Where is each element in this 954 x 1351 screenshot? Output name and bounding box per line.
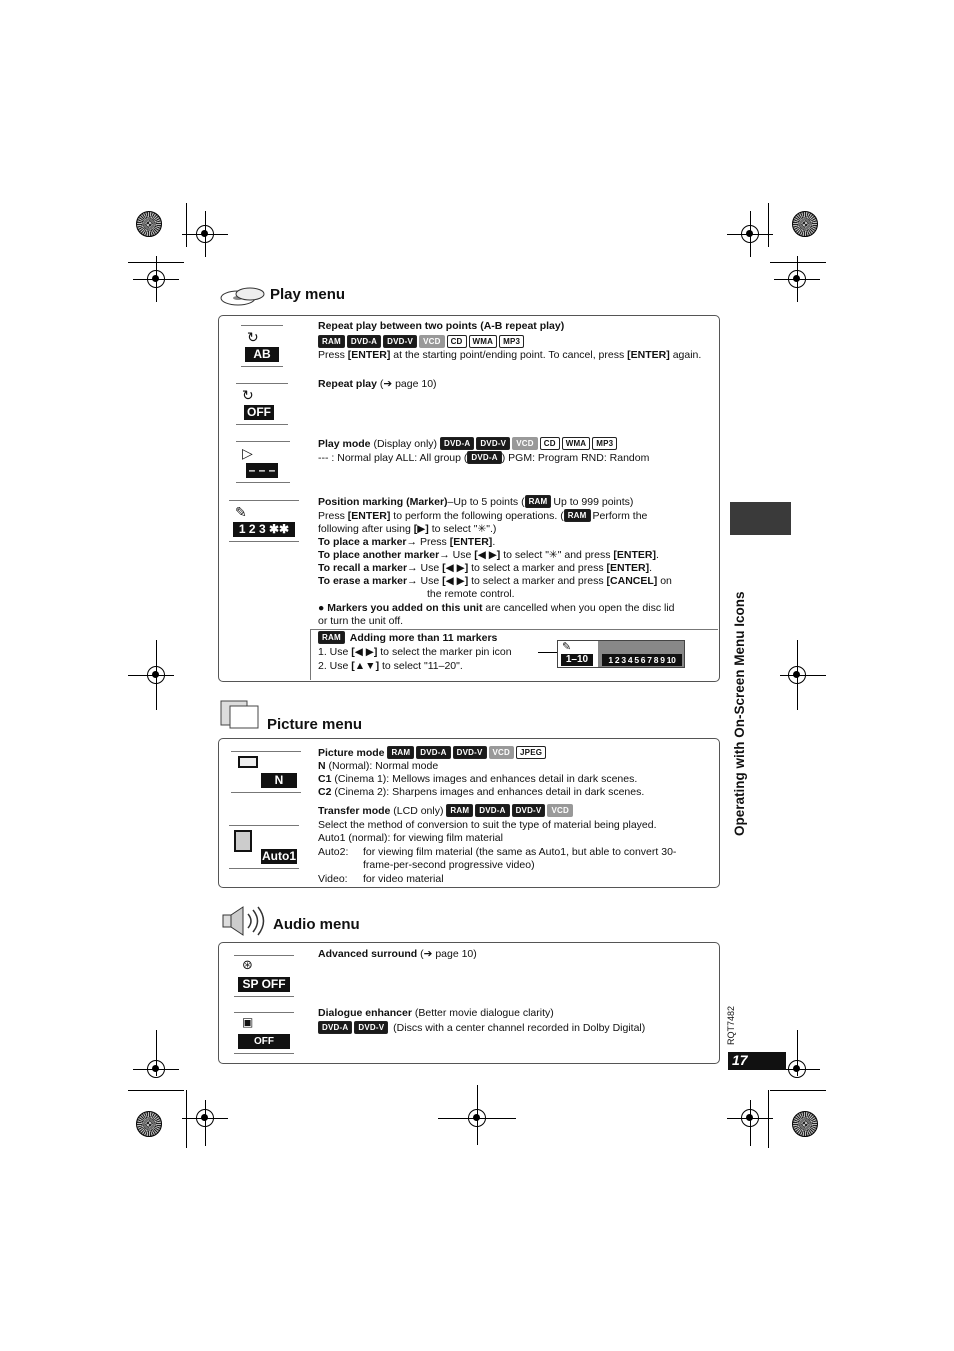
transfer-mode-tile: Auto1 — [229, 825, 299, 869]
registration-disc-icon — [792, 211, 818, 237]
doc-code: RQT7482 — [726, 1005, 736, 1045]
play-menu-title: Play menu — [270, 286, 346, 303]
ab-repeat-heading: Repeat play between two points (A-B repeat play) — [318, 320, 565, 332]
marker-bar-illustration: ✎ 1–10 1 2 3 4 5 6 7 8 9 10 — [557, 640, 685, 668]
surround-icon: ⊛ — [242, 958, 253, 973]
surround-section: Advanced surround (➔ page 10) — [318, 948, 477, 960]
transfer-mode-icon — [234, 830, 252, 852]
picture-mode-icon — [238, 756, 258, 768]
page-number: 17 — [728, 1052, 786, 1070]
picture-mode-tile: N — [231, 751, 301, 793]
marker-tile: ✎ 1 2 3 ✱✱ — [229, 500, 299, 542]
repeat-off-tile: ↻ OFF — [236, 383, 288, 425]
side-tab-title: Operating with On-Screen Menu Icons — [732, 591, 747, 836]
adding-markers-section: RAM Adding more than 11 markers 1. Use [◀ ▶] to select the marker pin icon 2. Use [▲▼] to select "11–20". — [318, 632, 512, 672]
divider — [310, 629, 311, 680]
dialogue-icon: ▣ — [242, 1015, 254, 1029]
registration-disc-icon — [792, 1111, 818, 1137]
transfer-mode-section: Transfer mode (LCD only) RAM DVD-A DVD-V VCD Select the method of conversion to suit the type of material being played. Auto1 (normal): for viewing film material Auto2: for viewing film material (the same as Auto1, but able to convert 30- frame-per-second progressive video) Video: for video material — [318, 805, 677, 885]
section-tab — [730, 502, 791, 535]
play-menu-disc-icon — [220, 286, 266, 308]
audio-menu-speaker-icon — [221, 905, 267, 937]
play-mode-section: Play mode (Display only) DVD-A DVD-V VCD CD WMA MP3 --- : Normal play ALL: All group ( DVD-A ) PGM: Program RND: Random — [318, 438, 650, 465]
repeat-icon: ↻ — [242, 388, 254, 404]
repeat-section: Repeat play (➔ page 10) — [318, 378, 437, 390]
play-mode-icon: ▷ — [242, 446, 253, 462]
marker-pin-icon: ✎ — [235, 505, 247, 521]
play-mode-tile: ▷ – – – — [236, 441, 290, 483]
pointer-line — [538, 652, 558, 653]
picture-menu-screen-icon — [220, 698, 262, 730]
registration-disc-icon — [136, 211, 162, 237]
marker-section: Position marking (Marker)–Up to 5 points ( RAM Up to 999 points) Press [ENTER] to perform the following operations. ( RAM Perform the following after using [▶] to select "✳".) To place a marker→ Press [ENTER]. To place another marker→ Use [◀ ▶] to select "✳" and press [ENTER]. To recall a marker→ Use [◀ ▶] to select a marker and press [ENTER]. To erase a marker→ Use [◀ ▶] to select a marker and press [CANCEL] on the remote control. ● Markers you added on this unit are cancelled when you open the disc lid or turn the unit off. — [318, 496, 675, 627]
registration-disc-icon — [136, 1111, 162, 1137]
picture-mode-section: Picture mode RAM DVD-A DVD-V VCD JPEG N (Normal): Normal mode C1 (Cinema 1): Mellows images and enhances detail in dark scenes. C2 (Cinema 2): Sharpens images and enhances detail in dark scenes. — [318, 747, 645, 798]
ab-repeat-section: Repeat play between two points (A-B repeat play) RAM DVD-A DVD-V VCD CD WMA MP3 Press [ENTER] at the starting point/ending point. To cancel, press [ENTER] again. — [318, 320, 702, 362]
divider — [310, 629, 718, 630]
surround-tile: ⊛ SP OFF — [234, 955, 294, 997]
dialogue-section: Dialogue enhancer (Better movie dialogue clarity) DVD-A DVD-V (Discs with a center channel recorded in Dolby Digital) — [318, 1007, 646, 1034]
audio-menu-title: Audio menu — [273, 916, 360, 933]
picture-menu-title: Picture menu — [267, 716, 363, 733]
dialogue-tile: ▣ OFF — [234, 1012, 294, 1054]
repeat-icon: ↻ — [247, 330, 259, 346]
ab-repeat-tile: ↻ AB — [241, 325, 283, 367]
marker-pin-icon: ✎ — [562, 641, 572, 653]
